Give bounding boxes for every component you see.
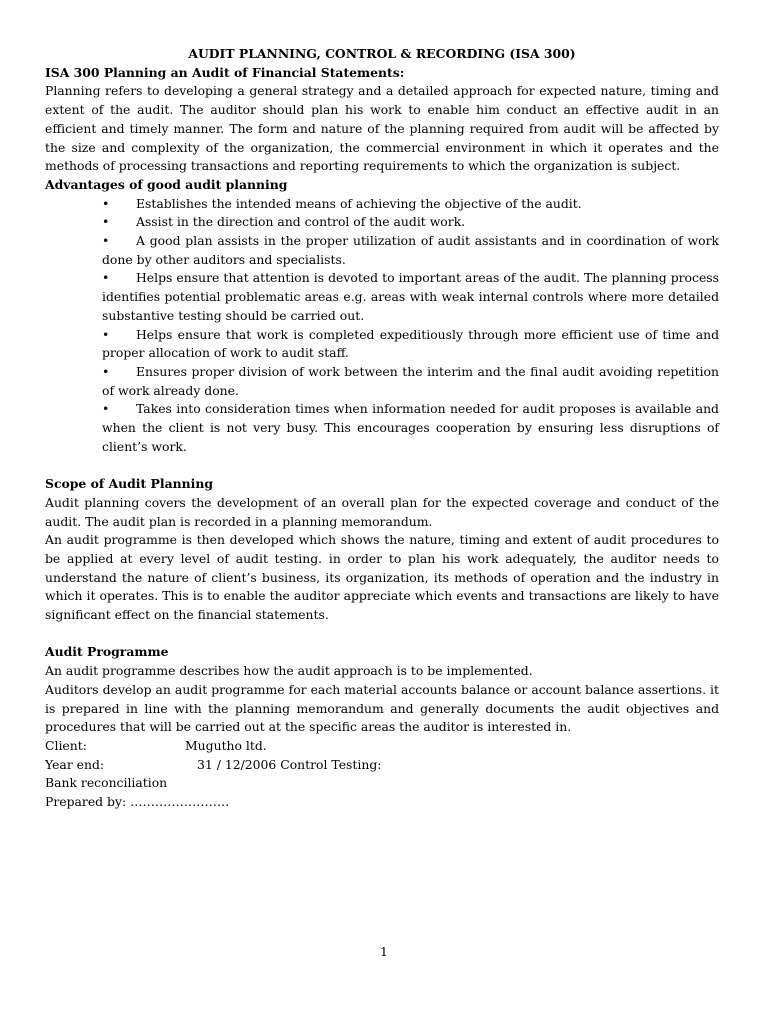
bullet-icon: •: [102, 326, 110, 342]
list-item: [102, 269, 719, 325]
list-item: [102, 232, 719, 269]
prepared-by-row: [45, 793, 719, 812]
client-value: Mugutho ltd.: [185, 737, 267, 753]
spacer: [45, 625, 719, 644]
bullet-icon: •: [102, 233, 110, 249]
bank-reconciliation-line: Bank reconciliation: [45, 775, 168, 791]
year-end-label: Year end:: [45, 756, 105, 772]
document-page: [45, 45, 719, 812]
spacer: [45, 456, 719, 475]
page-number: 1: [380, 944, 388, 959]
list-item: [102, 326, 719, 363]
list-item: [102, 400, 719, 456]
document-title: AUDIT PLANNING, CONTROL & RECORDING (ISA 300): [188, 46, 576, 61]
bullet-icon: •: [102, 195, 110, 211]
bullet-icon: •: [102, 270, 110, 286]
bullet-icon: •: [102, 363, 110, 379]
client-label: Client:: [45, 737, 87, 753]
paragraph-programme-2: Auditors develop an audit programme for each material accounts balance or account balance assertions. it is prepared in line with the planning memorandum and generally documents the audit objectives and procedures that will be carried out at the specific areas the auditor is interested in.: [45, 681, 719, 735]
paragraph-planning-definition: Planning refers to developing a general strategy and a detailed approach for expected nature, timing and extent of the audit. The auditor should plan his work to enable him conduct an effective audit in an efficient and timely manner. The form and nature of the planning required from audit will be affected by the size and complexity of the organization, the commercial environment in which it operates and the methods of processing transactions and reporting requirements to which the organization is subject.: [45, 83, 719, 174]
year-end-value: 31 / 12/2006 Control Testing:: [197, 756, 382, 772]
year-end-row: [45, 756, 719, 775]
advantages-list: [45, 195, 719, 457]
section-heading-scope: Scope of Audit Planning: [45, 476, 214, 492]
list-item: [102, 213, 719, 232]
list-item-text: Takes into consideration times when information needed for audit proposes is available and when the client is not very busy. This encourages cooperation by ensuring less disruptions of client’s work.: [102, 401, 719, 454]
prepared-by-label: Prepared by:: [45, 794, 127, 810]
section-heading-advantages: Advantages of good audit planning: [45, 176, 288, 192]
list-item-text: Helps ensure that work is completed expeditiously through more efficient use of time and proper allocation of work to audit staff.: [102, 326, 719, 361]
bullet-icon: •: [102, 401, 110, 417]
section-heading-programme: Audit Programme: [45, 644, 169, 660]
paragraph-scope-1: Audit planning covers the development of an overall plan for the expected coverage and conduct of the audit. The audit plan is recorded in a planning memorandum.: [45, 494, 719, 529]
list-item: [102, 195, 719, 214]
list-item-text: A good plan assists in the proper utilization of audit assistants and in coordination of work done by other auditors and specialists.: [102, 233, 719, 267]
bullet-icon: •: [102, 214, 110, 230]
list-item-text: Ensures proper division of work between the interim and the final audit avoiding repetition of work already done.: [102, 363, 719, 398]
section-heading-isa300: ISA 300 Planning an Audit of Financial Statements:: [45, 64, 405, 80]
client-row: [45, 737, 719, 756]
list-item: [102, 363, 719, 400]
list-item-text: Helps ensure that attention is devoted to important areas of the audit. The planning process identifies potential problematic areas e.g. areas with weak internal controls where more detailed substantive testing should be carried out.: [102, 270, 719, 323]
list-item-text: Establishes the intended means of achieving the objective of the audit.: [136, 195, 582, 211]
paragraph-programme-1: An audit programme describes how the audit approach is to be implemented.: [45, 663, 533, 679]
list-item-text: Assist in the direction and control of the audit work.: [136, 214, 466, 230]
prepared-by-value: ……………………: [130, 794, 230, 810]
paragraph-scope-2: An audit programme is then developed which shows the nature, timing and extent of audit procedures to be applied at every level of audit testing. in order to plan his work adequately, the auditor needs to understand the nature of client’s business, its organization, its methods of operation and the industry in which it operates. This is to enable the auditor appreciate which events and transactions are likely to have significant effect on the financial statements.: [45, 532, 719, 623]
